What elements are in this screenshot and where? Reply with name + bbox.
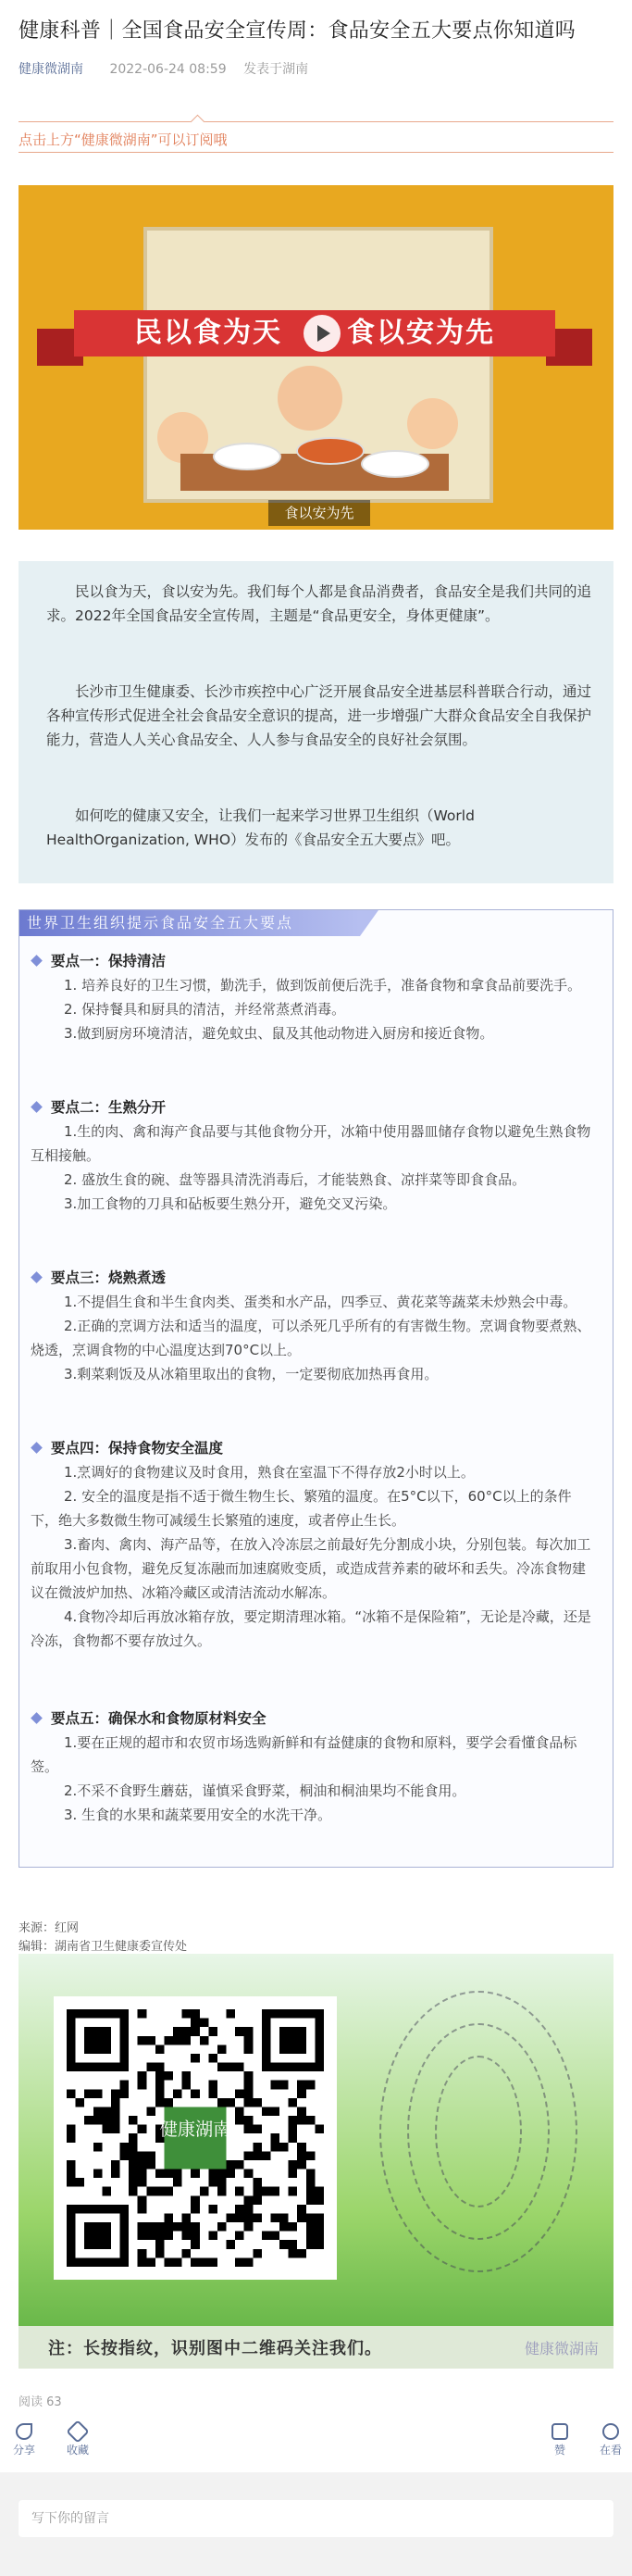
key-point-line: 1.不提倡生食和半生食肉类、蛋类和水产品，四季豆、黄花菜等蔬菜未炒熟会中毒。 (64, 1294, 577, 1310)
qr-code-icon[interactable] (67, 2009, 324, 2267)
key-point-line: 2. 盛放生食的碗、盘等器具清洗消毒后，才能装熟食、凉拌菜等即食食品。 (64, 1171, 527, 1188)
divider (19, 121, 613, 122)
action-bar (0, 2420, 632, 2471)
key-point-title: 要点二：生熟分开 (31, 1095, 597, 1119)
key-point-line: 3.畜肉、禽肉、海产品等，在放入冷冻层之前最好先分割成小块，分别包装。每次加工前取用小包食物，避免反复冻融而加速腐败变质，或造成营养素的破坏和丢失。冷冻食物建议在微波炉加热、冰箱冷藏区或清洁流动水解冻。 (31, 1536, 591, 1601)
father-figure (278, 366, 342, 431)
favorite-label: 收藏 (67, 2444, 90, 2457)
fingerprint-ring (435, 2056, 522, 2207)
slogan-right: 食以安为先 (347, 317, 495, 349)
account-link[interactable]: 健康微湖南 (19, 62, 83, 77)
publish-location: 发表于湖南 (243, 62, 309, 77)
editor-line: 编辑：湖南省卫生健康委宣传处 (19, 1940, 188, 1954)
qr-center-label: 健康湖南 (159, 2119, 231, 2141)
share-icon (16, 2423, 32, 2440)
share-button[interactable] (13, 2420, 35, 2457)
like-label: 赞 (553, 2444, 565, 2457)
comment-input[interactable]: 写下你的留言 (19, 2500, 613, 2537)
flower-icon (602, 2423, 619, 2440)
cube-icon (66, 2420, 89, 2443)
qr-image[interactable] (19, 1954, 613, 2326)
dish (213, 443, 281, 470)
key-points-header: 世界卫生组织提示食品安全五大要点 (19, 910, 360, 936)
thumbs-up-icon (551, 2423, 568, 2440)
intro-section (19, 561, 613, 883)
subscribe-hint[interactable]: 点击上方“健康微湖南”可以订阅哦 (19, 131, 228, 148)
qr-card (54, 1996, 337, 2280)
key-point-line: 1.要在正规的超市和农贸市场选购新鲜和有益健康的食物和原料，要学会看懂食品标签。 (31, 1734, 577, 1775)
key-point (31, 1095, 597, 1216)
key-point-line: 3. 生食的水果和蔬菜要用安全的水洗干净。 (64, 1807, 332, 1823)
key-point (31, 1707, 597, 1827)
banner-video[interactable] (19, 185, 613, 530)
dish (296, 437, 365, 465)
publish-date: 2022-06-24 08:59 (109, 62, 227, 77)
like-button[interactable] (551, 2420, 568, 2457)
source-line: 来源：红网 (19, 1921, 80, 1935)
key-point-line: 2. 安全的温度是指不适于微生物生长、繁殖的温度。在5°C以下，60°C以上的条件下，绝大多数微生物可减缓生长繁殖的速度，或者停止生长。 (31, 1488, 572, 1529)
divider-arrow (191, 115, 205, 130)
key-point-title: 要点一：保持清洁 (31, 949, 597, 973)
wow-button[interactable] (600, 2420, 622, 2457)
key-point-line: 2.不采不食野生蘑菇，谨慎采食野菜，桐油和桐油果均不能食用。 (64, 1782, 466, 1799)
key-point-title: 要点四：保持食物安全温度 (31, 1436, 597, 1460)
dish (361, 450, 429, 478)
key-point-line: 1.生的肉、禽和海产食品要与其他食物分开，冰箱中使用器皿储存食物以避免生熟食物互相接触。 (31, 1123, 591, 1164)
qr-note-bar (19, 2326, 613, 2369)
slogan-left: 民以食为天 (134, 317, 282, 349)
play-icon[interactable] (304, 315, 341, 352)
article-meta (19, 59, 308, 78)
key-point (31, 1266, 597, 1386)
key-point-line: 3.加工食物的刀具和砧板要生熟分开，避免交叉污染。 (64, 1195, 397, 1212)
key-point-line: 1. 培养良好的卫生习惯，勤洗手，做到饭前便后洗手，准备食物和拿食品前要洗手。 (64, 977, 582, 994)
key-point-title: 要点五：确保水和食物原材料安全 (31, 1707, 597, 1731)
article-title: 健康科普｜全国食品安全宣传周：食品安全五大要点你知道吗 (19, 19, 576, 43)
mother-figure (407, 398, 458, 449)
intro-paragraph: 如何吃的健康又安全，让我们一起来学习世界卫生组织（World HealthOrganization, WHO）发布的《食品安全五大要点》吧。 (46, 807, 475, 848)
key-point-line: 3.剩菜剩饭及从冰箱里取出的食物，一定要彻底加热再食用。 (64, 1366, 439, 1382)
banner-caption: 食以安为先 (268, 500, 370, 526)
intro-paragraph: 长沙市卫生健康委、长沙市疾控中心广泛开展食品安全进基层科普联合行动，通过各种宣传形式促进全社会食品安全意识的提高，进一步增强广大群众食品安全自我保护能力，营造人人关心食品安全、人人参与食品安全的良好社会氛围。 (46, 683, 592, 748)
key-point-title: 要点三：烧熟煮透 (31, 1266, 597, 1290)
share-label: 分享 (13, 2444, 36, 2457)
divider (19, 152, 613, 153)
qr-note: 注：长按指纹，识别图中二维码关注我们。 (48, 2339, 382, 2358)
key-point-line: 3.做到厨房环境清洁，避免蚊虫、鼠及其他动物进入厨房和接近食物。 (64, 1025, 494, 1042)
read-count: 阅读 63 (19, 2395, 62, 2409)
comment-bar (0, 2472, 632, 2576)
intro-paragraph: 民以食为天，食以安为先。我们每个人都是食品消费者，食品安全是我们共同的追求。2022年全国食品安全宣传周，主题是“食品更安全，身体更健康”。 (46, 583, 592, 624)
source-info (19, 1919, 187, 1957)
wow-label: 在看 (600, 2444, 623, 2457)
favorite-button[interactable] (67, 2420, 89, 2457)
qr-logo: 健康微湖南 (524, 2340, 599, 2357)
key-point (31, 1436, 597, 1653)
key-point (31, 949, 597, 1045)
key-point-line: 2.正确的烹调方法和适当的温度，可以杀死几乎所有的有害微生物。烹调食物要煮熟、烧透，烹调食物的中心温度达到70°C以上。 (31, 1318, 591, 1358)
key-point-line: 1.烹调好的食物建议及时食用，熟食在室温下不得存放2小时以上。 (64, 1464, 475, 1481)
key-point-line: 2. 保持餐具和厨具的清洁，并经常蒸煮消毒。 (64, 1001, 346, 1018)
key-points-box (19, 909, 613, 1868)
key-point-line: 4.食物冷却后再放冰箱存放，要定期清理冰箱。“冰箱不是保险箱”，无论是冷藏，还是冷冻，食物都不要存放过久。 (31, 1608, 591, 1649)
